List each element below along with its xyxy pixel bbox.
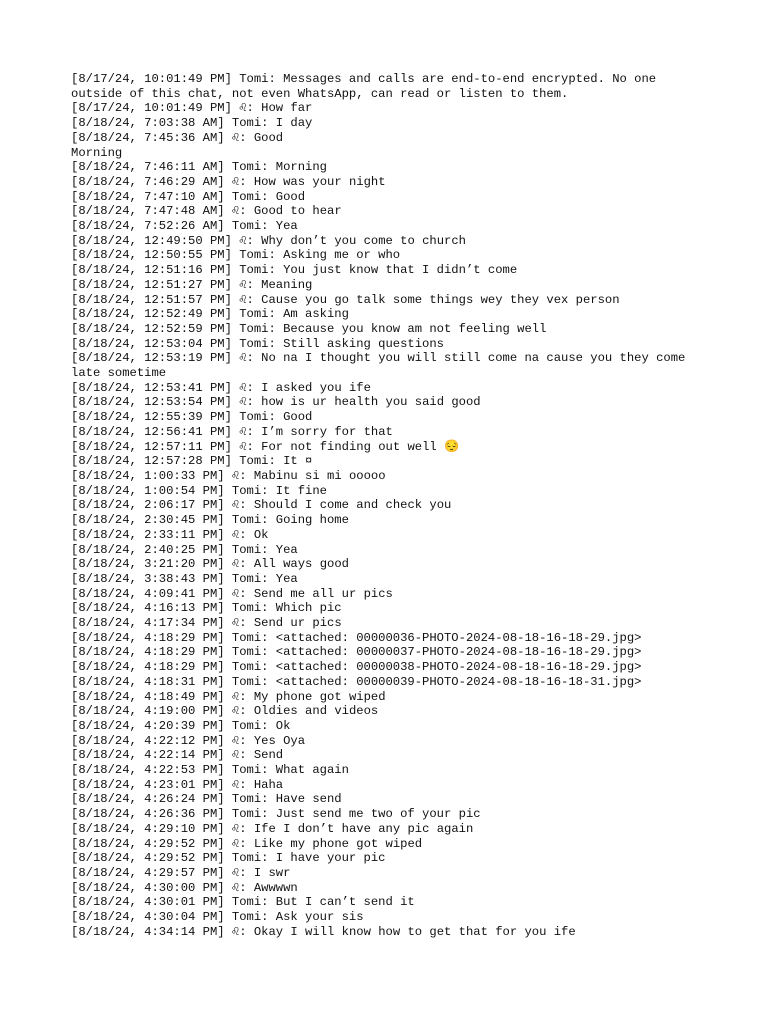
chat-line: [8/18/24, 12:53:41 PM] ♌: I asked you ife — [71, 380, 371, 395]
chat-line: [8/18/24, 12:51:16 PM] Tomi: You just know that I didn’t come — [71, 263, 518, 278]
chat-line: [8/18/24, 7:03:38 AM] Tomi: I day — [71, 116, 313, 131]
chat-line: [8/18/24, 7:47:48 AM] ♌: Good to hear — [71, 204, 342, 219]
chat-line: [8/18/24, 7:45:36 AM] ♌: Good Morning — [71, 130, 284, 160]
chat-line: [8/18/24, 4:18:29 PM] Tomi: <attached: 00000037-PHOTO-2024-08-18-16-18-29.jpg> — [71, 645, 642, 660]
chat-line: [8/18/24, 3:21:20 PM] ♌: All ways good — [71, 557, 349, 572]
chat-line: [8/18/24, 4:18:29 PM] Tomi: <attached: 00000036-PHOTO-2024-08-18-16-18-29.jpg> — [71, 630, 642, 645]
chat-transcript — [71, 72, 691, 939]
chat-line: [8/18/24, 12:56:41 PM] ♌: I’m sorry for that — [71, 424, 393, 439]
chat-line: [8/18/24, 4:30:00 PM] ♌: Awwwwn — [71, 880, 298, 895]
chat-line: [8/18/24, 4:17:34 PM] ♌: Send ur pics — [71, 616, 342, 631]
chat-line: [8/18/24, 4:29:57 PM] ♌: I swr — [71, 865, 291, 880]
chat-line: [8/18/24, 2:40:25 PM] Tomi: Yea — [71, 542, 298, 557]
chat-line: [8/18/24, 12:51:27 PM] ♌: Meaning — [71, 277, 313, 292]
chat-line: [8/18/24, 4:29:10 PM] ♌: Ife I don’t have any pic again — [71, 821, 474, 836]
chat-line: [8/18/24, 12:53:54 PM] ♌: how is ur health you said good — [71, 395, 481, 410]
chat-line: [8/18/24, 4:29:52 PM] ♌: Like my phone got wiped — [71, 836, 423, 851]
chat-line: [8/18/24, 4:30:04 PM] Tomi: Ask your sis — [71, 910, 364, 925]
chat-line: [8/18/24, 4:26:36 PM] Tomi: Just send me two of your pic — [71, 807, 481, 822]
chat-line: [8/18/24, 4:18:49 PM] ♌: My phone got wiped — [71, 689, 386, 704]
chat-line: [8/18/24, 12:52:59 PM] Tomi: Because you know am not feeling well — [71, 321, 547, 336]
chat-line: [8/18/24, 4:16:13 PM] Tomi: Which pic — [71, 601, 342, 616]
chat-line: [8/18/24, 4:26:24 PM] Tomi: Have send — [71, 792, 342, 807]
chat-line: [8/18/24, 12:49:50 PM] ♌: Why don’t you come to church — [71, 233, 466, 248]
chat-line: [8/18/24, 7:46:29 AM] ♌: How was your night — [71, 174, 386, 189]
chat-line: [8/18/24, 12:53:04 PM] Tomi: Still asking questions — [71, 336, 444, 351]
chat-line: [8/18/24, 4:29:52 PM] Tomi: I have your pic — [71, 851, 386, 866]
chat-line: [8/18/24, 4:23:01 PM] ♌: Haha — [71, 777, 284, 792]
chat-line: [8/18/24, 4:34:14 PM] ♌: Okay I will know how to get that for you ife — [71, 924, 576, 939]
chat-line: [8/18/24, 4:18:31 PM] Tomi: <attached: 00000039-PHOTO-2024-08-18-16-18-31.jpg> — [71, 674, 642, 689]
chat-line: [8/17/24, 10:01:49 PM] ♌: How far — [71, 101, 313, 116]
chat-line: [8/18/24, 4:30:01 PM] Tomi: But I can’t send it — [71, 895, 415, 910]
chat-line: [8/18/24, 2:06:17 PM] ♌: Should I come and check you — [71, 498, 452, 513]
chat-line: [8/18/24, 7:46:11 AM] Tomi: Morning — [71, 160, 327, 175]
chat-line: [8/18/24, 2:33:11 PM] ♌: Ok — [71, 527, 269, 542]
chat-line: [8/18/24, 12:53:19 PM] ♌: No na I thought you will still come na cause you they come late sometime — [71, 351, 693, 381]
chat-line: [8/18/24, 7:47:10 AM] Tomi: Good — [71, 189, 306, 204]
chat-line: [8/18/24, 4:22:14 PM] ♌: Send — [71, 748, 284, 763]
chat-line: [8/18/24, 4:22:53 PM] Tomi: What again — [71, 763, 349, 778]
chat-line: [8/18/24, 2:30:45 PM] Tomi: Going home — [71, 513, 349, 528]
chat-line: [8/18/24, 12:57:28 PM] Tomi: It ¤ — [71, 454, 313, 469]
chat-line: [8/18/24, 4:19:00 PM] ♌: Oldies and videos — [71, 704, 379, 719]
chat-line: [8/17/24, 10:01:49 PM] Tomi: Messages and calls are end-to-end encrypted. No one outside of this chat, not even WhatsApp, can read or listen to them. — [71, 72, 664, 101]
chat-line: [8/18/24, 12:52:49 PM] Tomi: Am asking — [71, 307, 349, 322]
chat-line: [8/18/24, 4:18:29 PM] Tomi: <attached: 00000038-PHOTO-2024-08-18-16-18-29.jpg> — [71, 660, 642, 675]
chat-line: [8/18/24, 1:00:54 PM] Tomi: It fine — [71, 483, 327, 498]
chat-line: [8/18/24, 12:55:39 PM] Tomi: Good — [71, 410, 313, 425]
chat-line: [8/18/24, 3:38:43 PM] Tomi: Yea — [71, 571, 298, 586]
chat-line: [8/18/24, 4:09:41 PM] ♌: Send me all ur pics — [71, 586, 393, 601]
chat-line: [8/18/24, 4:22:12 PM] ♌: Yes Oya — [71, 733, 306, 748]
chat-line: [8/18/24, 12:51:57 PM] ♌: Cause you go talk some things wey they vex person — [71, 292, 620, 307]
chat-line: [8/18/24, 12:57:11 PM] ♌: For not finding out well 😔 — [71, 439, 460, 454]
chat-line: [8/18/24, 12:50:55 PM] Tomi: Asking me or who — [71, 248, 401, 263]
chat-line: [8/18/24, 1:00:33 PM] ♌: Mabinu si mi ooooo — [71, 468, 386, 483]
chat-line: [8/18/24, 4:20:39 PM] Tomi: Ok — [71, 718, 291, 733]
chat-line: [8/18/24, 7:52:26 AM] Tomi: Yea — [71, 219, 298, 234]
